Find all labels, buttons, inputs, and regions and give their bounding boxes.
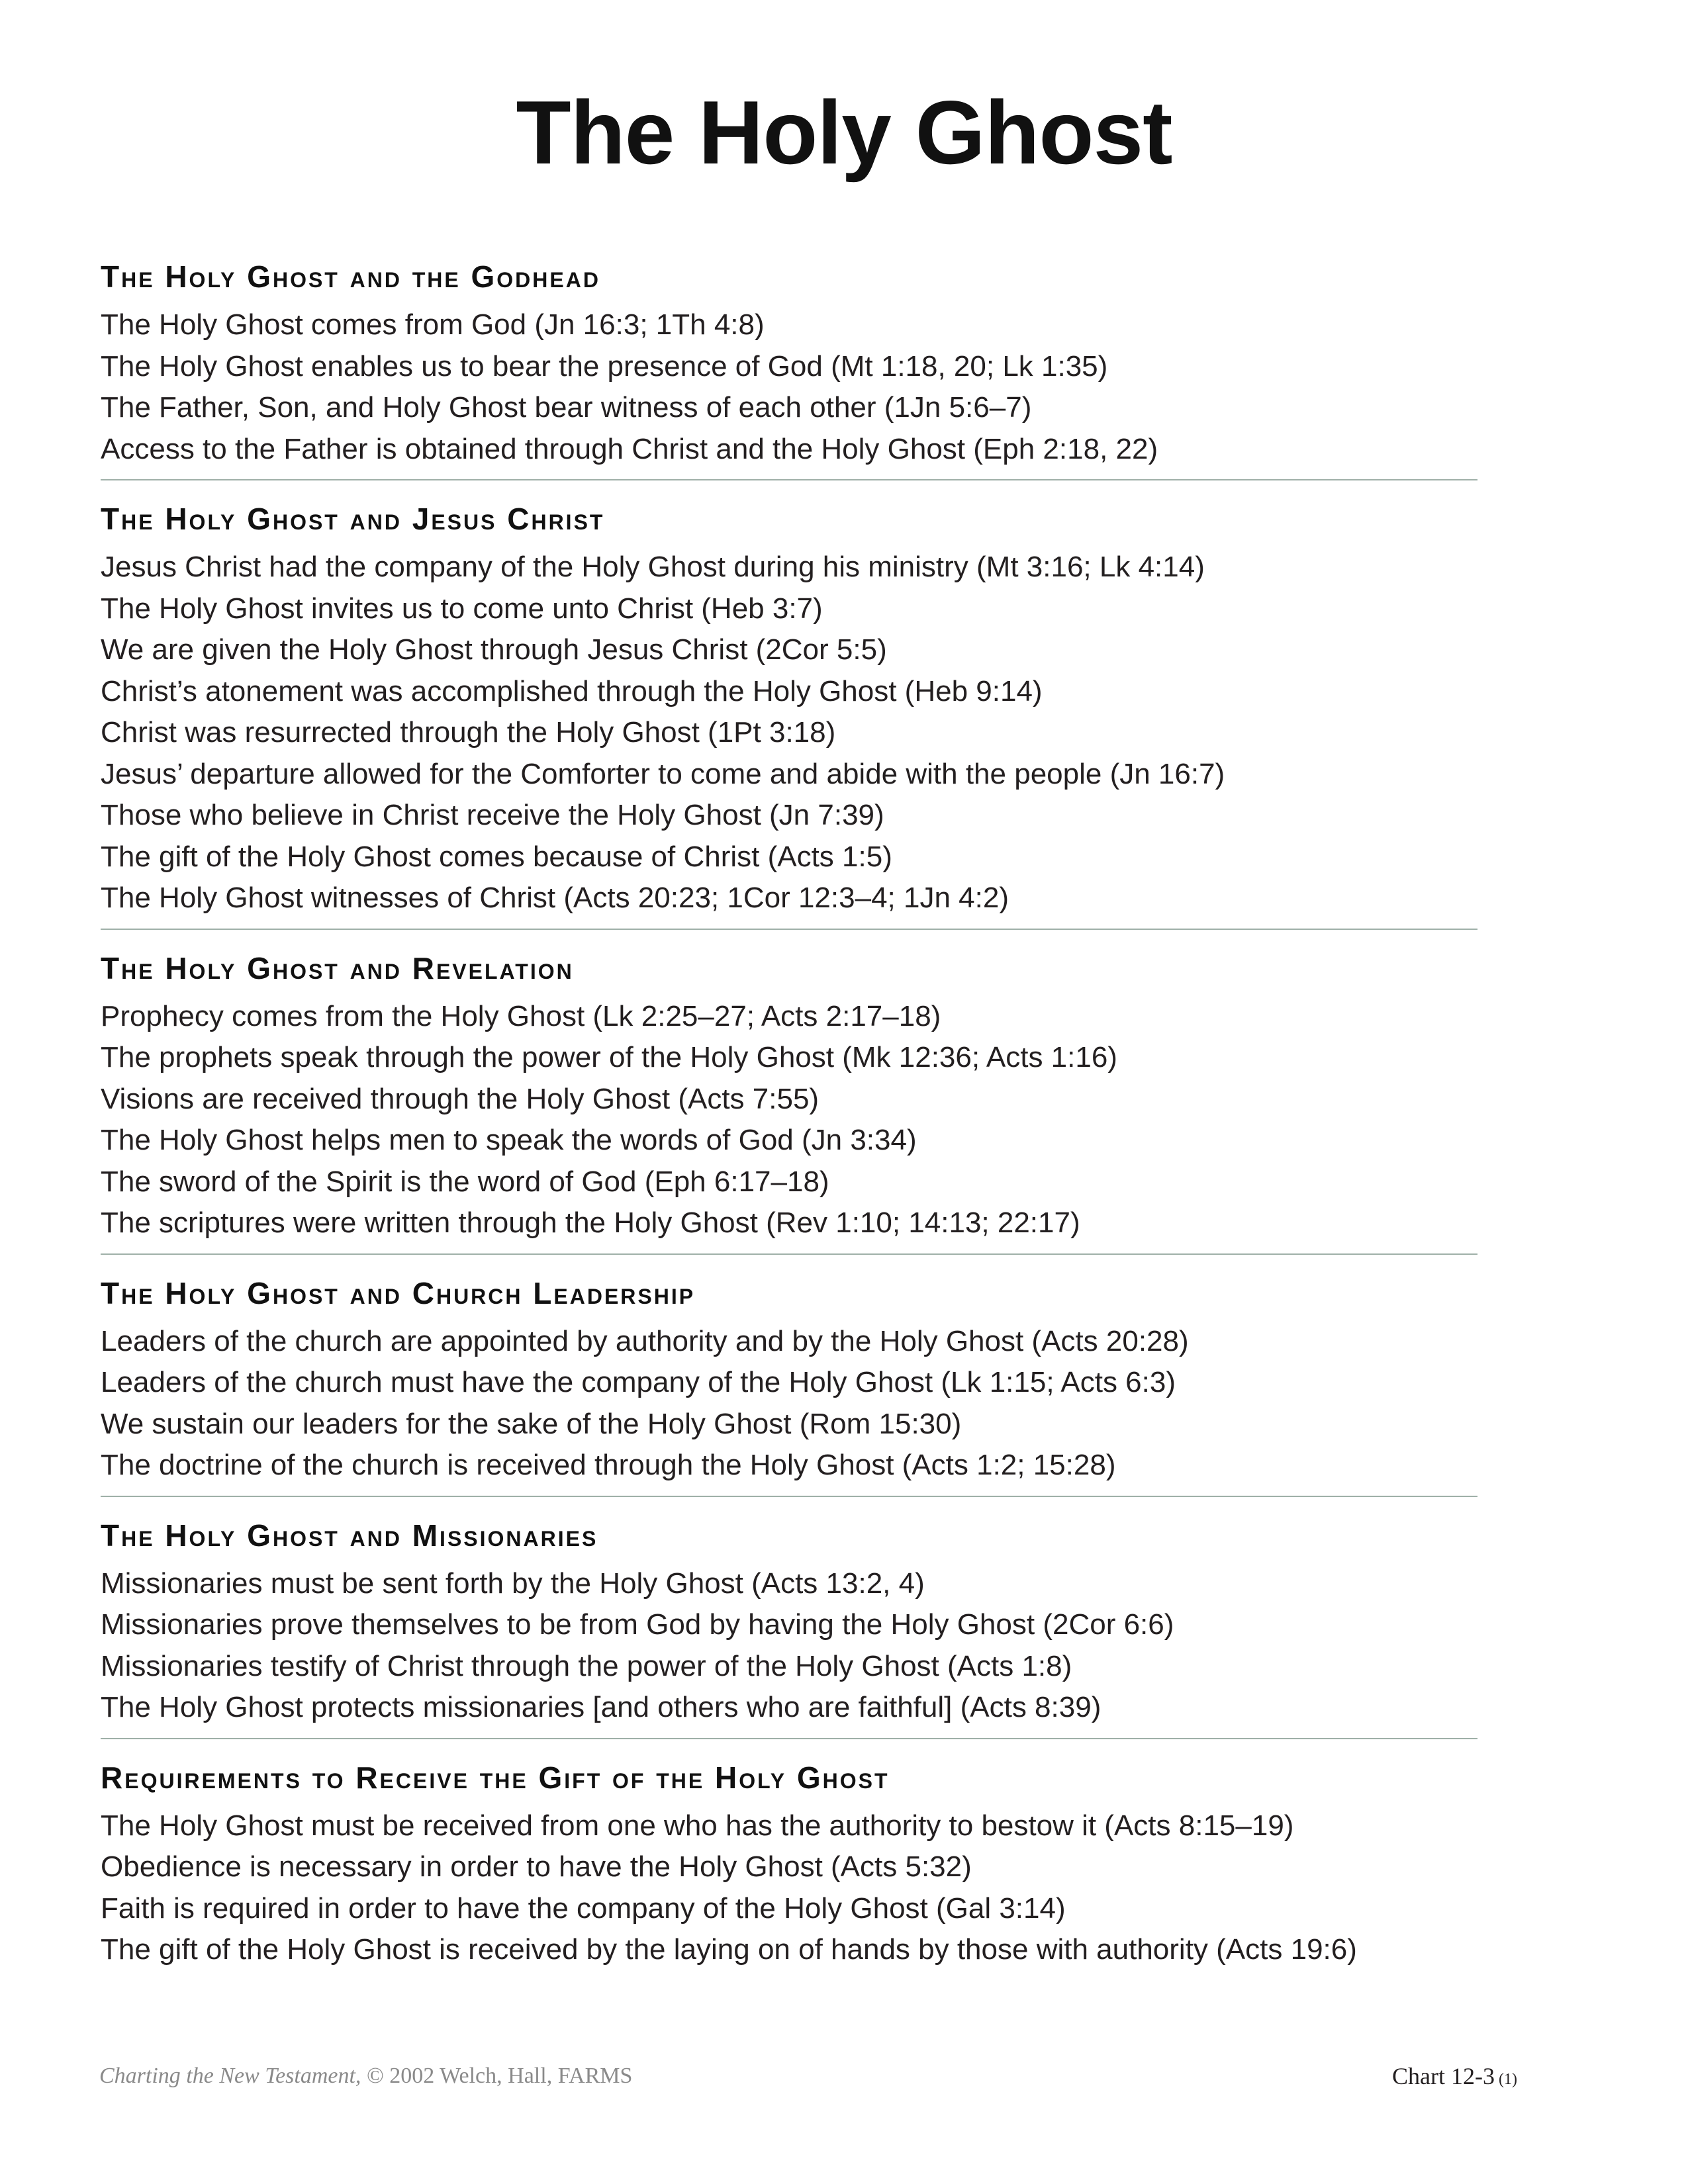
list-item: Obedience is necessary in order to have the Holy Ghost (Acts 5:32) <box>101 1850 972 1883</box>
list-item: The scriptures were written through the Holy Ghost (Rev 1:10; 14:13; 22:17) <box>101 1206 1080 1239</box>
list-item: The gift of the Holy Ghost is received by the laying on of hands by those with authority (Acts 19:6) <box>101 1933 1357 1966</box>
list-item: Those who believe in Christ receive the Holy Ghost (Jn 7:39) <box>101 799 884 831</box>
chart-sub-label: (1) <box>1495 2071 1517 2088</box>
list-item: Missionaries must be sent forth by the Holy Ghost (Acts 13:2, 4) <box>101 1567 925 1600</box>
section-church-leadership <box>101 1268 1477 1497</box>
footer-chart-number <box>1392 2062 1517 2090</box>
list-item: The doctrine of the church is received through the Holy Ghost (Acts 1:2; 15:28) <box>101 1449 1116 1481</box>
list-item: Jesus Christ had the company of the Holy Ghost during his ministry (Mt 3:16; Lk 4:14) <box>101 551 1205 583</box>
list-item: The Holy Ghost helps men to speak the words of God (Jn 3:34) <box>101 1124 917 1156</box>
list-item: The Holy Ghost witnesses of Christ (Acts 20:23; 1Cor 12:3–4; 1Jn 4:2) <box>101 882 1009 914</box>
list-item: Leaders of the church must have the company of the Holy Ghost (Lk 1:15; Acts 6:3) <box>101 1366 1176 1398</box>
list-item: Faith is required in order to have the company of the Holy Ghost (Gal 3:14) <box>101 1891 1066 1925</box>
list-item: We sustain our leaders for the sake of the Holy Ghost (Rom 15:30) <box>101 1407 962 1440</box>
page-title: The Holy Ghost <box>516 82 1172 183</box>
footer-copyright-text: © 2002 Welch, Hall, FARMS <box>361 2064 633 2088</box>
list-item: We are given the Holy Ghost through Jesus Christ (2Cor 5:5) <box>101 633 887 666</box>
list-item: The Holy Ghost enables us to bear the presence of God (Mt 1:18, 20; Lk 1:35) <box>101 349 1108 383</box>
section-heading: The Holy Ghost and Church Leadership <box>101 1275 696 1310</box>
list-item: The Father, Son, and Holy Ghost bear witness of each other (1Jn 5:6–7) <box>101 391 1032 424</box>
list-item: Prophecy comes from the Holy Ghost (Lk 2:25–27; Acts 2:17–18) <box>101 999 941 1032</box>
list-item: The sword of the Spirit is the word of God (Eph 6:17–18) <box>101 1165 829 1198</box>
list-item: The prophets speak through the power of the Holy Ghost (Mk 12:36; Acts 1:16) <box>101 1041 1117 1073</box>
list-item: Missionaries prove themselves to be from God by having the Holy Ghost (2Cor 6:6) <box>101 1608 1174 1641</box>
chart-content <box>101 251 1477 1993</box>
footer-copyright <box>99 2064 632 2089</box>
list-item: Jesus’ departure allowed for the Comforter to come and abide with the people (Jn 16:7) <box>101 757 1225 790</box>
chart-label: Chart 12-3 <box>1392 2063 1495 2089</box>
list-item: Visions are received through the Holy Ghost (Acts 7:55) <box>101 1082 820 1115</box>
section-missionaries <box>101 1510 1477 1739</box>
list-item: The gift of the Holy Ghost comes because of Christ (Acts 1:5) <box>101 840 892 873</box>
section-requirements <box>101 1752 1477 1980</box>
list-item: Missionaries testify of Christ through the power of the Holy Ghost (Acts 1:8) <box>101 1649 1072 1682</box>
section-revelation <box>101 943 1477 1255</box>
section-godhead <box>101 251 1477 480</box>
list-item: The Holy Ghost invites us to come unto Christ (Heb 3:7) <box>101 592 823 625</box>
list-item: Christ was resurrected through the Holy Ghost (1Pt 3:18) <box>101 716 836 749</box>
section-heading: The Holy Ghost and Missionaries <box>101 1518 598 1553</box>
list-item: Christ’s atonement was accomplished through the Holy Ghost (Heb 9:14) <box>101 674 1043 707</box>
list-item: The Holy Ghost comes from God (Jn 16:3; 1Th 4:8) <box>101 308 765 341</box>
list-item: Leaders of the church are appointed by authority and by the Holy Ghost (Acts 20:28) <box>101 1324 1189 1357</box>
section-heading: The Holy Ghost and Jesus Christ <box>101 502 605 536</box>
list-item: Access to the Father is obtained through Christ and the Holy Ghost (Eph 2:18, 22) <box>101 432 1158 465</box>
section-heading: Requirements to Receive the Gift of the Holy Ghost <box>101 1760 890 1795</box>
section-heading: The Holy Ghost and the Godhead <box>101 259 600 294</box>
footer-book-title: Charting the New Testament, <box>99 2064 361 2088</box>
section-heading: The Holy Ghost and Revelation <box>101 950 574 985</box>
list-item: The Holy Ghost protects missionaries [and others who are faithful] (Acts 8:39) <box>101 1691 1102 1723</box>
section-jesus-christ <box>101 494 1477 930</box>
list-item: The Holy Ghost must be received from one who has the authority to bestow it (Acts 8:15–19) <box>101 1809 1294 1842</box>
